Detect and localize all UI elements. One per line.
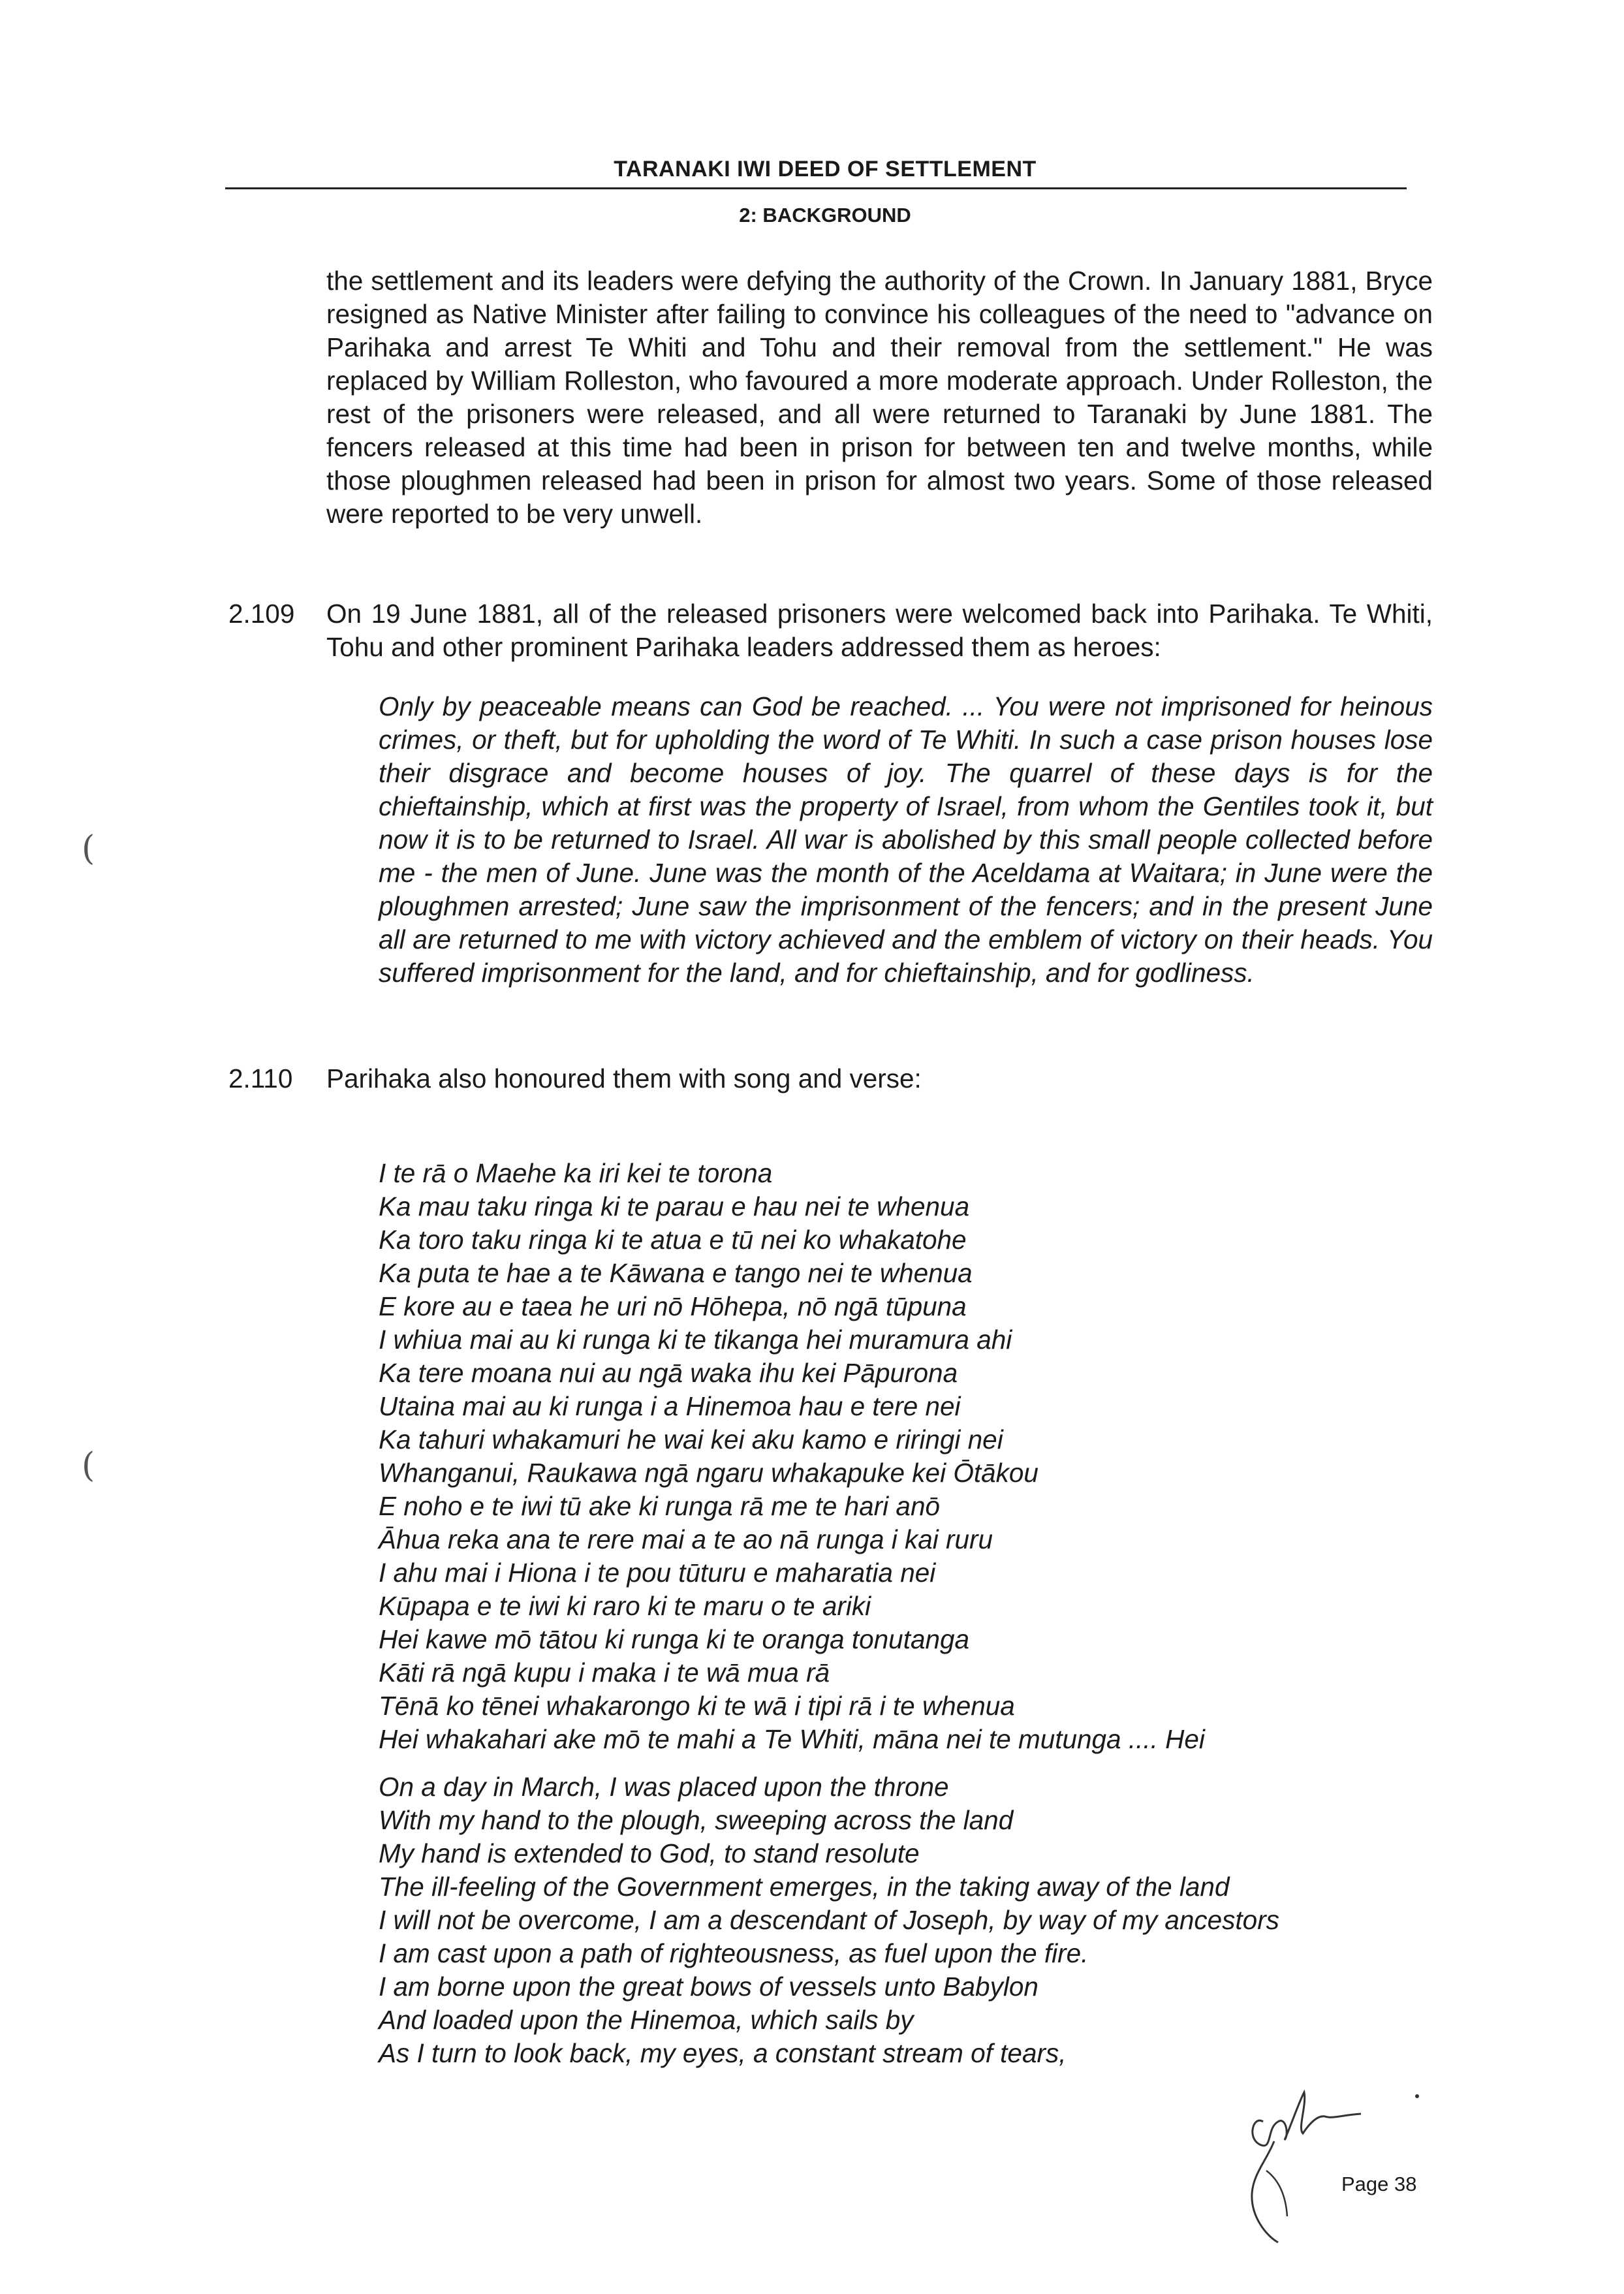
verse-english-line: With my hand to the plough, sweeping across the land (379, 1805, 1014, 1835)
verse-english-line: I am cast upon a path of righteousness, as fuel upon the fire. (379, 1938, 1089, 1968)
verse-english-line: The ill-feeling of the Government emerges, in the taking away of the land (379, 1872, 1230, 1902)
verse-maori-line: Ka puta te hae a te Kāwana e tango nei te whenua (379, 1258, 973, 1288)
verse-english-line: I am borne upon the great bows of vessels unto Babylon (379, 1972, 1038, 2002)
section-heading: 2: BACKGROUND (739, 204, 911, 227)
header-rule (225, 187, 1407, 189)
verse-maori-line: I ahu mai i Hiona i te pou tūturu e maharatia nei (379, 1558, 936, 1588)
verse-english-line: I will not be overcome, I am a descendant of Joseph, by way of my ancestors (379, 1905, 1279, 1935)
verse-maori-line: E noho e te iwi tū ake ki runga rā me te hari anō (379, 1491, 940, 1521)
verse-maori (379, 1157, 1433, 1756)
verse-maori-line: Whanganui, Raukawa ngā ngaru whakapuke kei Ōtākou (379, 1458, 1038, 1488)
verse-maori-line: Hei whakahari ake mō te mahi a Te Whiti, māna nei te mutunga .... Hei (379, 1724, 1205, 1754)
verse-english-line: On a day in March, I was placed upon the throne (379, 1772, 949, 1802)
verse-maori-line: E kore au e taea he uri nō Hōhepa, nō ngā tūpuna (379, 1291, 967, 1321)
paragraph-number-2110: 2.110 (228, 1063, 293, 1093)
margin-bracket-mark: ( (82, 829, 95, 868)
stray-dot (1415, 2094, 1419, 2098)
verse-english-line: As I turn to look back, my eyes, a constant stream of tears, (379, 2038, 1067, 2068)
page-number: Page 38 (1341, 2173, 1417, 2195)
verse-maori-line: Ka toro taku ringa ki te atua e tū nei ko whakatohe (379, 1225, 967, 1255)
paragraph-2109: On 19 June 1881, all of the released prisoners were welcomed back into Parihaka. Te Whiti, Tohu and other prominent Parihaka leaders addressed them as heroes: (326, 599, 1433, 662)
verse-maori-line: Āhua reka ana te rere mai a te ao nā runga i kai ruru (379, 1524, 993, 1554)
verse-maori-line: Utaina mai au ki runga i a Hinemoa hau e tere nei (379, 1391, 961, 1421)
verse-english-line: My hand is extended to God, to stand resolute (379, 1838, 920, 1868)
paragraph-2110: Parihaka also honoured them with song and verse: (326, 1063, 922, 1093)
verse-english-line: And loaded upon the Hinemoa, which sails by (379, 2005, 914, 2035)
verse-maori-line: Ka tahuri whakamuri he wai kei aku kamo e riringi nei (379, 1424, 1003, 1454)
verse-maori-line: Ka mau taku ringa ki te parau e hau nei te whenua (379, 1191, 970, 1221)
document-title: TARANAKI IWI DEED OF SETTLEMENT (614, 157, 1037, 181)
verse-maori-line: Tēnā ko tēnei whakarongo ki te wā i tipi rā i te whenua (379, 1691, 1015, 1721)
te-whiti-quote: Only by peaceable means can God be reached. ... You were not imprisoned for heinous crimes, or theft, but for upholding the word of Te Whiti. In such a case prison houses lose their disgrace and become houses of joy. The quarrel of these days is for the chieftainship, which at first was the property of Israel, from whom the Gentiles took it, but now it is to be returned to Israel. All war is abolished by this small people collected before me - the men of June. June was the month of the Aceldama at Waitara; in June were the ploughmen arrested; June saw the imprisonment of the fencers; and in the present June all are returned to me with victory achieved and the emblem of victory on their heads. You suffered imprisonment for the land, and for chieftainship, and for godliness. (379, 691, 1433, 988)
paragraph-number-2109: 2.109 (228, 599, 295, 629)
verse-maori-line: Kūpapa e te iwi ki raro ki te maru o te ariki (379, 1591, 871, 1621)
margin-bracket-mark: ( (82, 1446, 95, 1485)
verse-english (379, 1770, 1433, 2070)
verse-maori-line: Hei kawe mō tātou ki runga ki te oranga tonutanga (379, 1624, 970, 1654)
verse-maori-line: I te rā o Maehe ka iri kei te torona (379, 1158, 773, 1188)
continued-paragraph: the settlement and its leaders were defying the authority of the Crown. In January 1881, Bryce resigned as Native Minister after failing to convince his colleagues of the need to "advance on Parihaka and arrest Te Whiti and Tohu and their removal from the settlement." He was replaced by William Rolleston, who favoured a more moderate approach. Under Rolleston, the rest of the prisoners were released, and all were returned to Taranaki by June 1881. The fencers released at this time had been in prison for between ten and twelve months, while those ploughmen released had been in prison for almost two years. Some of those released were reported to be very unwell. (326, 266, 1433, 529)
verse-maori-line: I whiua mai au ki runga ki te tikanga hei muramura ahi (379, 1325, 1012, 1355)
verse-maori-line: Kāti rā ngā kupu i maka i te wā mua rā (379, 1658, 830, 1688)
verse-maori-line: Ka tere moana nui au ngā waka ihu kei Pāpurona (379, 1358, 958, 1388)
signature-initials (1227, 2076, 1384, 2246)
